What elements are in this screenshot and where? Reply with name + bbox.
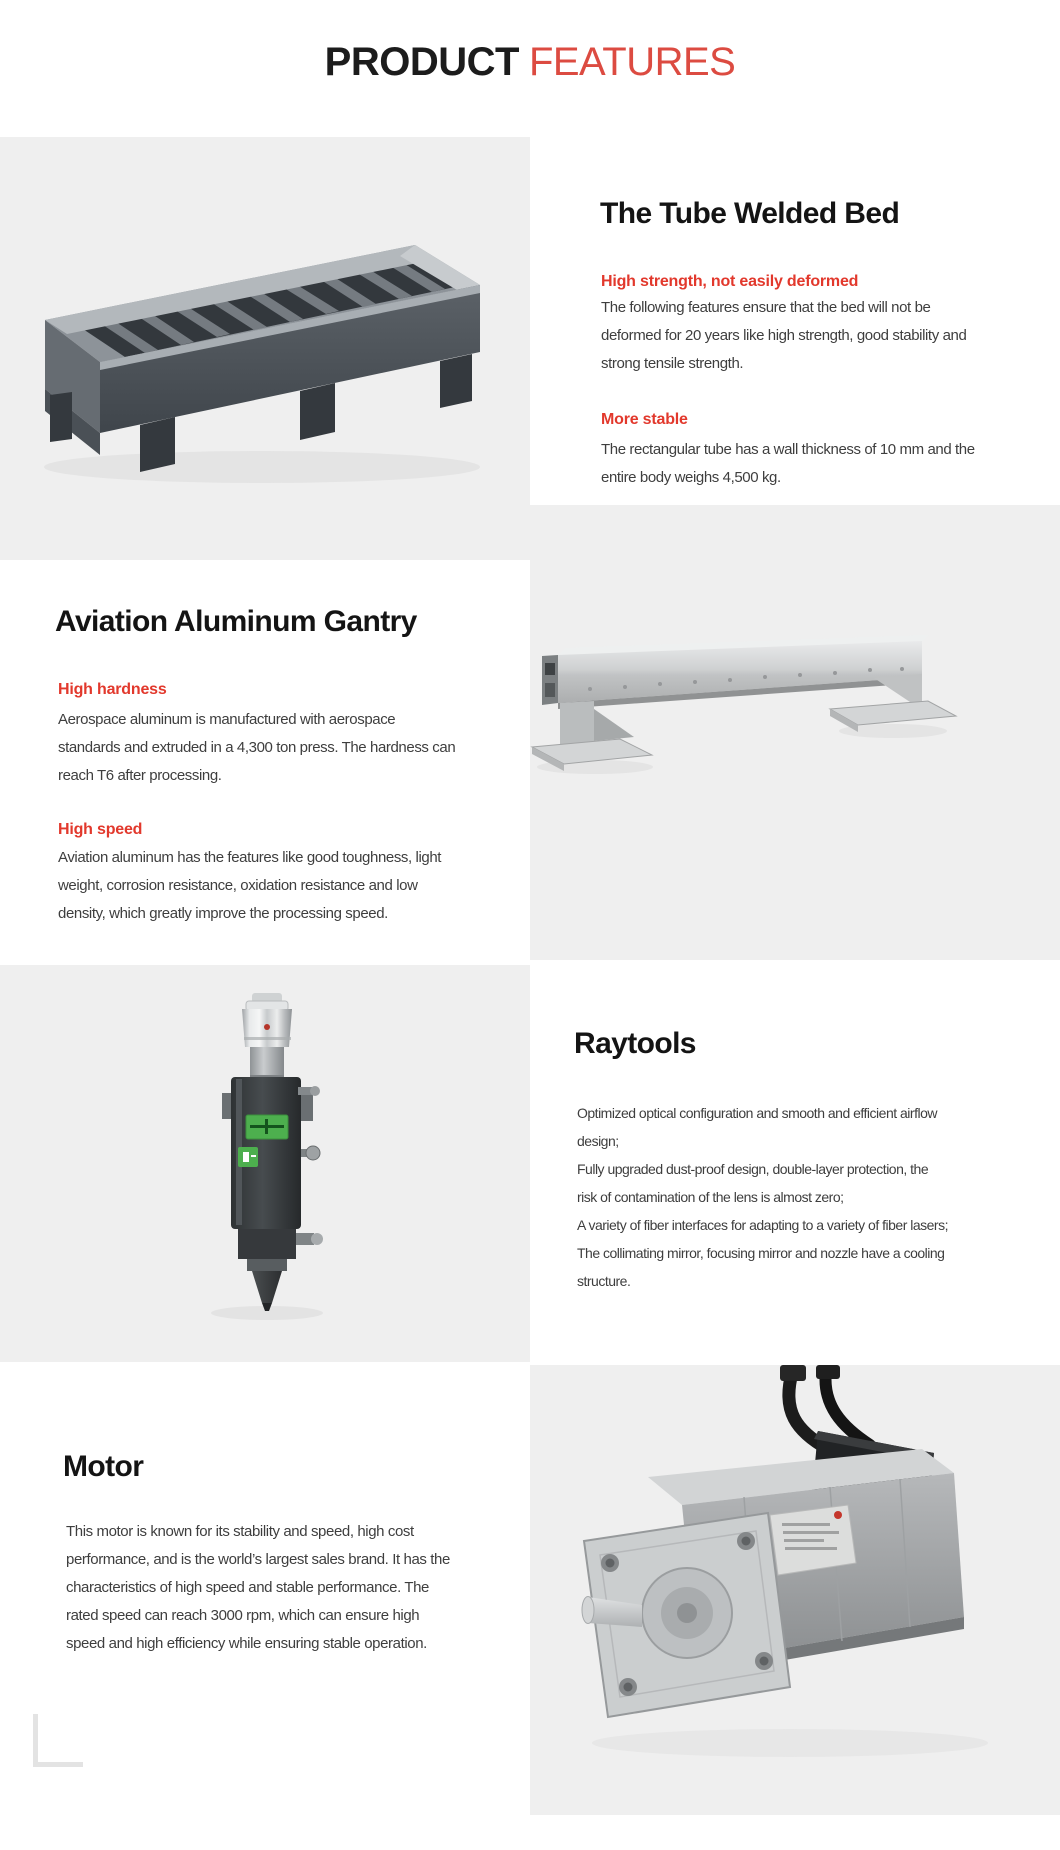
paragraph-line: density, which greatly improve the processing speed. (58, 905, 388, 922)
paragraph-line: Aviation aluminum has the features like good toughness, light (58, 849, 442, 866)
paragraph-high-strength (601, 294, 966, 378)
tube-welded-bed-photo-panel (0, 137, 530, 560)
motor-nameplate (770, 1505, 856, 1575)
paragraph-line: entire body weighs 4,500 kg. (601, 469, 781, 486)
subheading-high-speed: High speed (58, 821, 143, 838)
paragraph-raytools (577, 1099, 948, 1295)
paragraph-more-stable (601, 436, 975, 492)
laser-head-indicator-dot (264, 1024, 270, 1030)
section-heading-motor: Motor (63, 1450, 144, 1483)
paragraph-line: Optimized optical configuration and smooth and efficient airflow (577, 1105, 937, 1121)
paragraph-line: standards and extruded in a 4,300 ton press. The hardness can (58, 739, 456, 756)
paragraph-line: design; (577, 1133, 619, 1149)
paragraph-line: Aerospace aluminum is manufactured with aerospace (58, 711, 396, 728)
paragraph-high-speed (58, 844, 441, 928)
paragraph-line: This motor is known for its stability and speed, high cost (66, 1523, 414, 1540)
page-title-primary: PRODUCT (324, 40, 519, 84)
paragraph-line: The following features ensure that the bed will not be (601, 299, 931, 316)
tube-welded-bed-photo (0, 137, 530, 560)
paragraph-line: The rectangular tube has a wall thickness of 10 mm and the (601, 441, 975, 458)
page-title-secondary: FEATURES (528, 40, 736, 84)
aluminum-gantry-photo-panel (530, 505, 1060, 960)
paragraph-line: weight, corrosion resistance, oxidation resistance and low (58, 877, 418, 894)
subheading-more-stable: More stable (601, 411, 688, 428)
paragraph-line: Fully upgraded dust-proof design, double-layer protection, the (577, 1161, 929, 1177)
corner-crop-mark (33, 1714, 83, 1767)
paragraph-line: strong tensile strength. (601, 355, 744, 372)
paragraph-line: The collimating mirror, focusing mirror and nozzle have a cooling (577, 1245, 945, 1261)
servo-motor-photo-panel (530, 1365, 1060, 1815)
paragraph-line: A variety of fiber interfaces for adapting to a variety of fiber lasers; (577, 1217, 948, 1233)
raytools-laser-head-photo (0, 965, 530, 1362)
laser-head-nozzle (252, 1271, 282, 1303)
servo-motor-photo (530, 1365, 1060, 1815)
page-title (0, 40, 1060, 84)
subheading-high-hardness: High hardness (58, 681, 167, 698)
laser-head-green-label (246, 1115, 288, 1139)
subheading-high-strength: High strength, not easily deformed (601, 273, 859, 290)
raytools-photo-panel (0, 965, 530, 1362)
paragraph-high-hardness (58, 706, 455, 790)
paragraph-line: deformed for 20 years like high strength, good stability and (601, 327, 967, 344)
section-heading-raytools: Raytools (574, 1027, 696, 1060)
section-heading-aviation-aluminum-gantry: Aviation Aluminum Gantry (55, 605, 417, 638)
paragraph-line: reach T6 after processing. (58, 767, 222, 784)
paragraph-line: speed and high efficiency while ensuring stable operation. (66, 1635, 427, 1652)
section-heading-tube-welded-bed: The Tube Welded Bed (600, 197, 900, 230)
paragraph-line: performance, and is the world’s largest sales brand. It has the (66, 1551, 450, 1568)
paragraph-line: rated speed can reach 3000 rpm, which can ensure high (66, 1607, 420, 1624)
paragraph-line: structure. (577, 1273, 631, 1289)
paragraph-line: characteristics of high speed and stable performance. The (66, 1579, 429, 1596)
paragraph-motor (66, 1518, 450, 1658)
paragraph-line: risk of contamination of the lens is almost zero; (577, 1189, 844, 1205)
aluminum-gantry-photo (530, 505, 1060, 960)
laser-head-brand-badge (238, 1147, 258, 1167)
